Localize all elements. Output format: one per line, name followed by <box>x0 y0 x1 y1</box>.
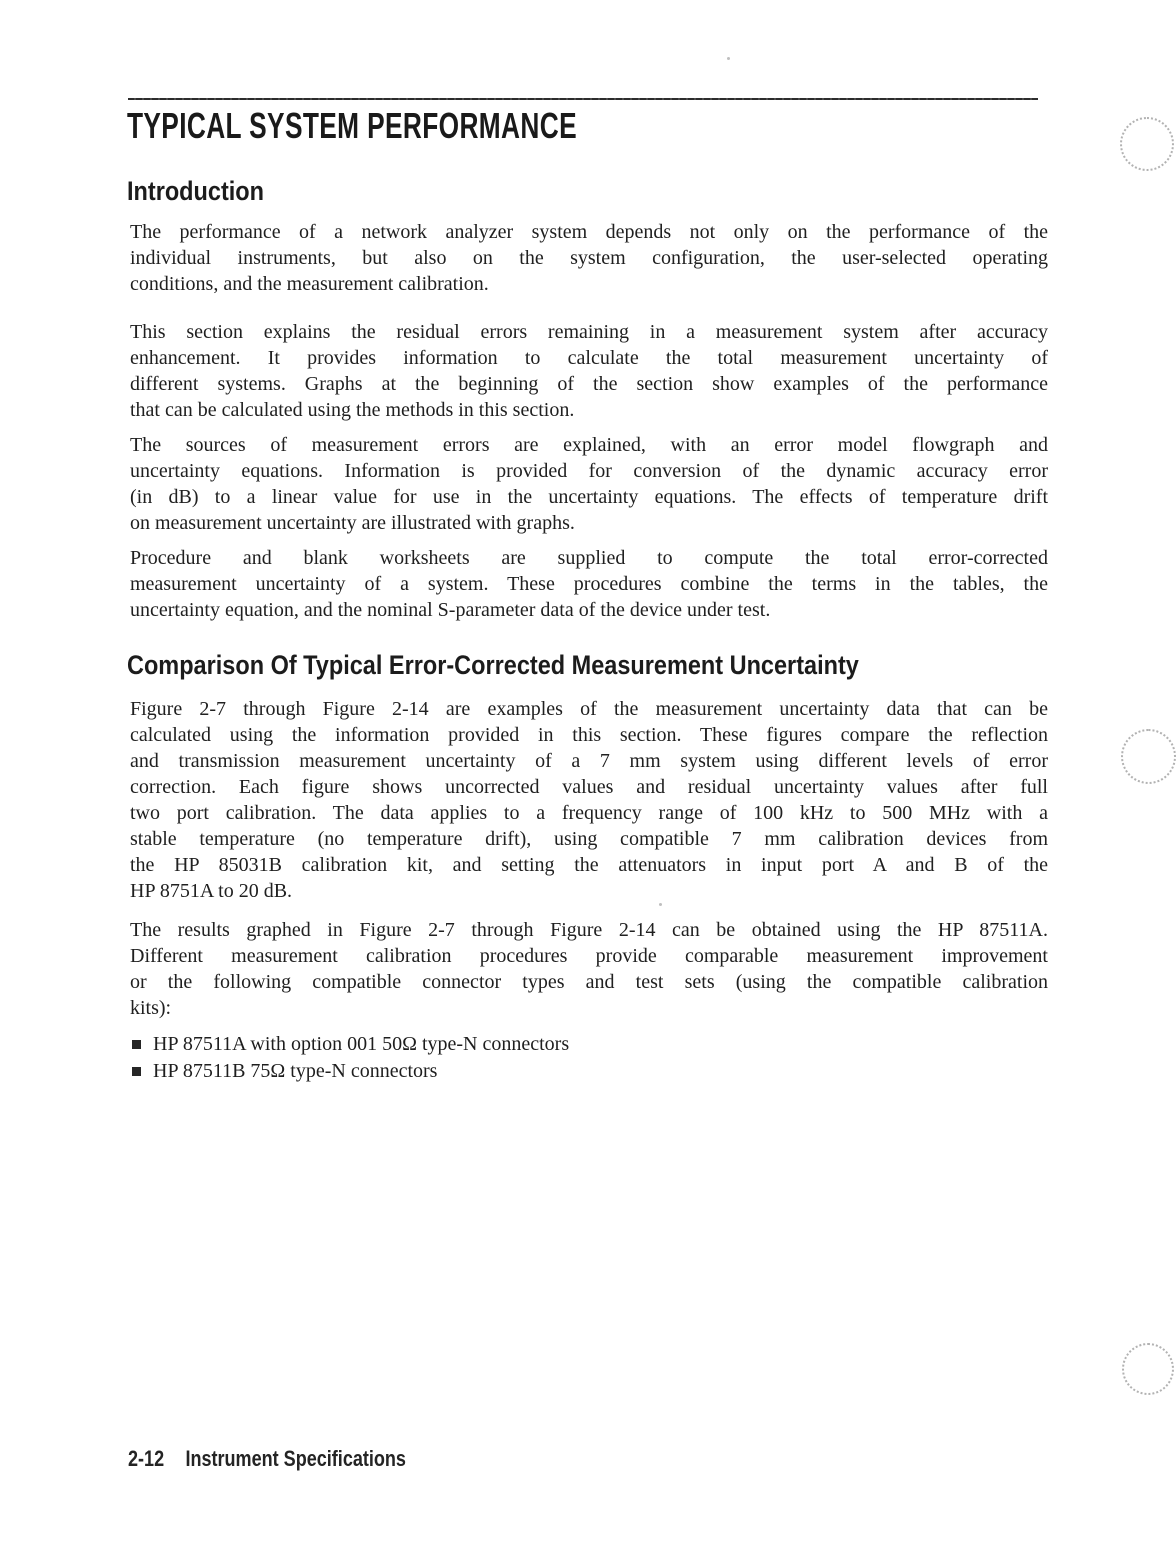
paragraph <box>130 696 1048 904</box>
text-line: HP 8751A to 20 dB. <box>130 880 293 902</box>
text-line: kits): <box>130 997 172 1019</box>
text-line: correction. Each figure shows uncorrected values and residual uncertainty values after full <box>130 776 1048 798</box>
section-heading-introduction: Introduction <box>127 176 264 206</box>
text-line: calculated using the information provided in this section. These figures compare the reflection <box>130 724 1048 746</box>
section-heading-comparison: Comparison Of Typical Error-Corrected Measurement Uncertainty <box>127 650 859 680</box>
text-line: (in dB) to a linear value for use in the uncertainty equations. The effects of temperature drift <box>130 486 1048 508</box>
bullet-list <box>130 1031 1048 1085</box>
title-rule <box>128 98 1038 100</box>
list-item-text: HP 87511B 75Ω type-N connectors <box>153 1060 438 1082</box>
list-item-text: HP 87511A with option 001 50Ω type-N connectors <box>153 1033 570 1055</box>
text-line: and transmission measurement uncertainty of a 7 mm system using different levels of error <box>130 750 1048 772</box>
text-line: conditions, and the measurement calibration. <box>130 273 489 295</box>
paragraph <box>130 432 1048 536</box>
scan-artifact-circle <box>1121 729 1176 784</box>
text-line: Different measurement calibration procedures provide comparable measurement improvement <box>130 945 1048 967</box>
scan-speck <box>727 57 730 60</box>
square-bullet-icon <box>132 1067 141 1076</box>
text-line: on measurement uncertainty are illustrated with graphs. <box>130 512 575 534</box>
text-line: This section explains the residual errors remaining in a measurement system after accuracy <box>130 321 1048 343</box>
footer-page-number: 2-12 <box>128 1446 165 1471</box>
text-line: two port calibration. The data applies to a frequency range of 100 kHz to 500 MHz with a <box>130 802 1048 824</box>
paragraph <box>130 545 1048 623</box>
paragraph <box>130 917 1048 1021</box>
text-line: uncertainty equations. Information is provided for conversion of the dynamic accuracy error <box>130 460 1048 482</box>
text-line: stable temperature (no temperature drift), using compatible 7 mm calibration devices from <box>130 828 1048 850</box>
page-footer <box>128 1446 406 1472</box>
text-line: different systems. Graphs at the beginning of the section show examples of the performance <box>130 373 1048 395</box>
paragraph <box>130 319 1048 423</box>
text-line: measurement uncertainty of a system. These procedures combine the terms in the tables, the <box>130 573 1048 595</box>
scan-artifact-circle <box>1122 1343 1174 1395</box>
footer-title: Instrument Specifications <box>185 1446 406 1471</box>
text-line: The sources of measurement errors are explained, with an error model flowgraph and <box>130 434 1048 456</box>
text-line: that can be calculated using the methods in this section. <box>130 399 575 421</box>
text-line: The results graphed in Figure 2-7 through Figure 2-14 can be obtained using the HP 87511A. <box>130 919 1048 941</box>
text-line: the HP 85031B calibration kit, and setting the attenuators in input port A and B of the <box>130 854 1048 876</box>
scan-speck <box>659 903 662 906</box>
text-line: enhancement. It provides information to calculate the total measurement uncertainty of <box>130 347 1048 369</box>
paragraph <box>130 219 1048 297</box>
text-line: or the following compatible connector types and test sets (using the compatible calibration <box>130 971 1048 993</box>
page-title: TYPICAL SYSTEM PERFORMANCE <box>127 105 577 146</box>
square-bullet-icon <box>132 1040 141 1049</box>
list-item <box>130 1031 1048 1058</box>
scan-artifact-circle <box>1120 117 1174 171</box>
text-line: individual instruments, but also on the system configuration, the user-selected operating <box>130 247 1048 269</box>
text-line: uncertainty equation, and the nominal S-parameter data of the device under test. <box>130 599 771 621</box>
list-item <box>130 1058 1048 1085</box>
text-line: Procedure and blank worksheets are supplied to compute the total error-corrected <box>130 547 1048 569</box>
text-line: The performance of a network analyzer system depends not only on the performance of the <box>130 221 1048 243</box>
text-line: Figure 2-7 through Figure 2-14 are examples of the measurement uncertainty data that can be <box>130 698 1048 720</box>
